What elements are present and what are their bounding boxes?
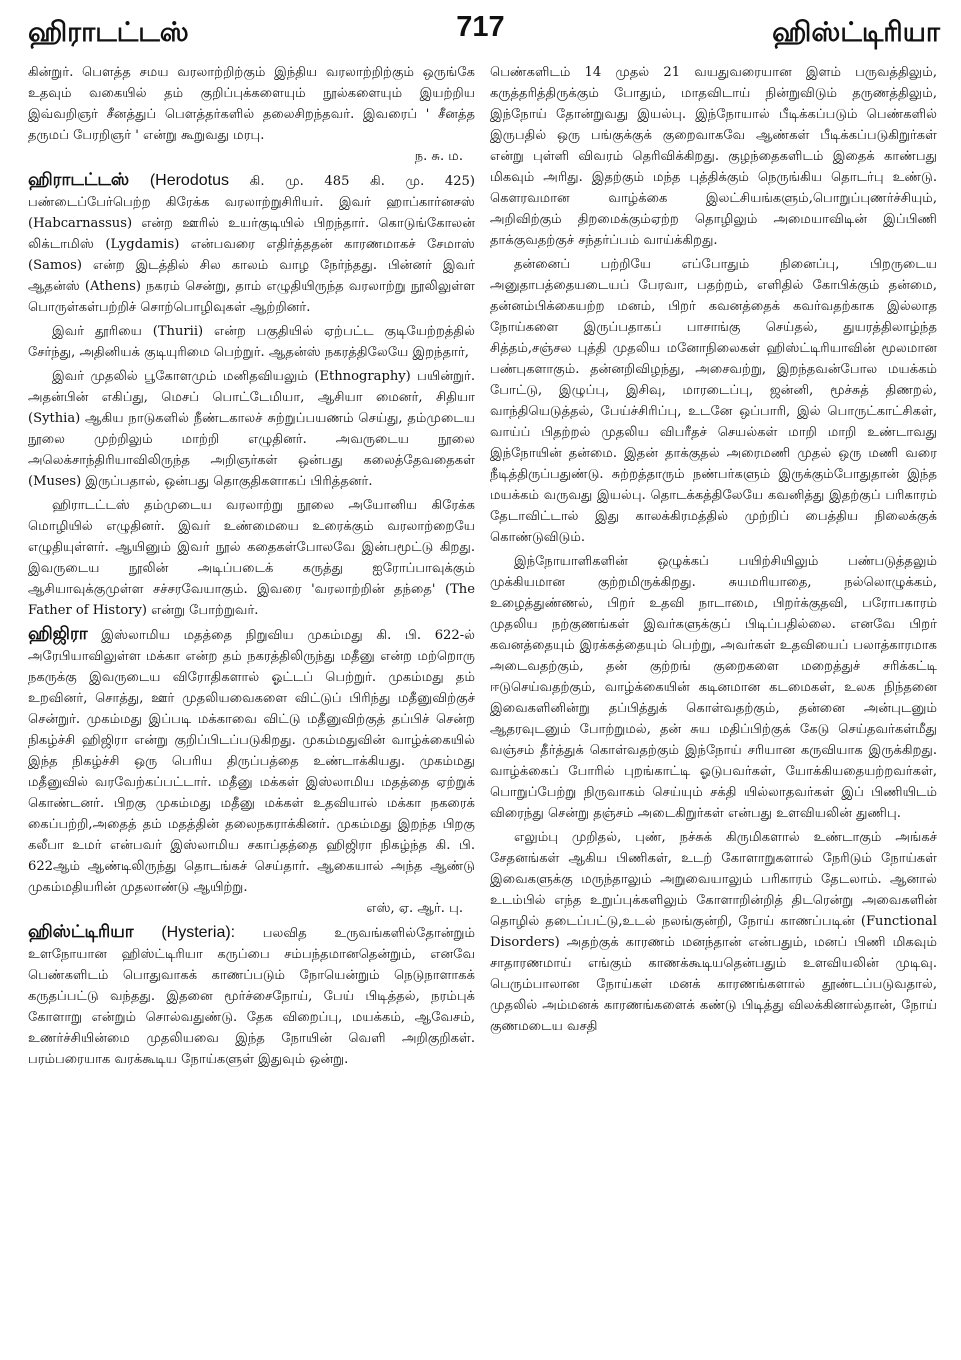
paragraph-text: இஸ்லாமிய மதத்தை நிறுவிய முகம்மது கி. பி. 622-ல் அரேபியாவிலுள்ள மக்கா என்ற தம் நகரத்திலிருந்து மதீனு என்ற மற்றொரு நகருக்கு இவருடைய விரோதிகளால் ஓட்டப் பெற்றுர். முகம்மது தம் உறவினர், சொத்து, ஊர் முதலியவைகளை விட்டுப் பிரிந்து மதீனுவிற்குச் சென்றுர். முகம்மது இப்படி மக்காவை விட்டு மதீனுவிற்குத் தப்பிச் சென்ற நிகழ்ச்சி ஹிஜிரா என்று குறிப்பிடப்படுகிறது. முகம்மதுவின் வாழ்க்கையில் இந்த நிகழ்ச்சி ஒரு பெரிய திருப்பத்தை உண்டாக்கியது. முகம்மது மதீனுவில் வரவேற்கப்பட்டார். மதீனு மக்கள் இஸ்லாமிய மதத்தை ஏற்றுக் கொண்டனர். பிறகு முகம்மது மதீனு மக்கள் உதவியால் மக்கா நகரைக் கைப்பற்றி,அதைத் தம் மதத்தின் தலைநகராக்கினர். முகம்மது இறந்த பிறகு கலீபா உமர் என்பவர் இஸ்லாமிய சகாப்தத்தை ஹிஜிரா நிகழ்ந்த கி. பி. 622ஆம் ஆண்டிலிருந்து தொடங்கச் செய்தார். ஆகையால் அந்த ஆண்டு முகம்மதியரின் முதலாண்டு ஆயிற்று. <box>28 628 475 895</box>
paragraph-text: கி. மு. 485 கி. மு. 425) பண்டைப்பேர்பெற்ற கிரேக்க வரலாற்றுசிரியர். இவர் ஹாப்கார்னசஸ் (Habcarnassus) என்ற ஊரில் உயர்குடியில் பிறந்தார். கொடுங்கோலன் லிக்டாமிஸ் (Lygdamis) என்பவரை எதிர்த்ததன் காரணமாகச் சேமாஸ் (Samos) என்ற இடத்தில் சில காலம் வாழ நேர்ந்தது. பின்னர் இவர் ஆதன்ஸ் (Athens) நகரம் சென்று, தாம் எழுதியிருந்த வரலாற்று நூலிலுள்ள பொருள்கள்பற்றிச் சொற்பொழிவுகள் ஆற்றினர். <box>28 174 475 315</box>
author-initials: ந. சு. ம. <box>414 149 463 164</box>
paragraph: எலும்பு முறிதல், புண், நச்சுக் கிருமிகளால் உண்டாகும் அங்கச் சேதனங்கள் ஆகிய பிணிகள், உடற் கோளாறுகளால் நேரிடும் நோய்கள் இவைகளுக்கு மருந்தாலும் அறுவையாலும் பரிகாரம் தேடலாம். ஆனால் உடம்பில் எந்த உறுப்புக்களிலும் கோளாறின்றித் திடரென்று அவைகளின் தொழில் தடைப்பட்டு,உடல் நலங்குன்றி, நோய் காணப்படின் (Functional Disorders) அதற்குக் காரணம் மனந்தான் என்பதும், மனப் பிணி மிகவும் சாதாரணமாய் எங்கும் காணக்கூடியதென்பதும் உளவியலின் முடிவு. பெரும்பாலான நோய்கள் மனக் காரணங்களால் தூண்டப்படுவதால், முதலில் அம்மனக் காரணங்களைக் கண்டு பிடித்து விலக்கினால்தான், நோய் குணமடைய வசதி <box>490 830 937 1034</box>
paragraph-text: கின்றுர். பௌத்த சமய வரலாற்றிற்கும் இந்திய வரலாற்றிற்கும் ஒருங்கே உதவும் வகையில் தம் குறிப்புக்களையும் நூல்களையும் இயற்றிய இவ்வறிஞர் சீனத்துப் பௌத்தர்களில் தலைசிறந்தவர். இவரைப் ' சீனத்த தருமப் பேரறிஞர் ' என்று கூறுவது மரபு. <box>28 65 475 143</box>
header-left-guide-word: ஹிராடட்டஸ் <box>28 17 189 48</box>
entry-hysteria <box>28 922 475 1070</box>
paragraph: இவர் முதலில் பூகோளமும் மனிதவியலும் (Ethnography) பயின்றுர். அதன்பின் எகிப்து, மெசப் பொட்டேமியா, ஆசியா மைனர், சிதியா (Sythia) ஆகிய நாடுகளில் நீண்டகாலச் சுற்றுப்பயணம் செய்து, தம்முடைய நூலை முற்றிலும் மாற்றி எழுதினர். அவருடைய நூலை அலெக்சாந்திரியாவிலிருந்த அறிஞர்கள் ஒன்பது கலைத்தேவதைகள் (Muses) இருப்பதால், ஒன்பது தொகுதிகளாகப் பிரித்தனர். <box>28 369 475 489</box>
page-header <box>28 6 940 50</box>
paragraph-text: பலவித உருவங்களில்தோன்றும் உளநோயான ஹிஸ்ட்டிரியா கருப்பை சம்பந்தமானதென்றும், எனவே பெண்களிடம் பொதுவாகக் காணப்படும் நோயென்றும் நெடுநாளாகக் கருதப்பட்டு வந்தது. இதனை மூர்ச்சைநோய், பேய் பிடித்தல், நரம்புக் கோளாறு என்றும் சொல்வதுண்டு. தேக விறைப்பு, மயக்கம், ஆவேசம், உணர்ச்சியின்மை முதலியவை இந்த நோயின் வெளி அறிகுறிகள். பரம்பரையாக வரக்கூடிய நோய்களுள் இதுவும் ஒன்று. <box>28 926 475 1067</box>
entry-latin-name: (Hysteria): <box>161 924 236 941</box>
paragraph: இவர் தூரியை (Thurii) என்ற பகுதியில் ஏற்பட்ட குடியேற்றத்தில் சேர்ந்து, அதினியக் குடியுரிமை பெற்றுர். ஆதன்ஸ் நகரத்திலேயே இறந்தார், <box>28 324 475 360</box>
entry-headword: ஹிராடட்டஸ் <box>28 170 130 190</box>
right-column <box>490 62 937 1354</box>
left-column <box>28 62 475 1354</box>
header-right-guide-word: ஹிஸ்ட்டிரியா <box>772 17 940 48</box>
paragraph: ஹிராடட்டஸ் தம்முடைய வரலாற்று நூலை அயோனிய கிரேக்க மொழியில் எழுதினர். இவர் உண்மையை உரைக்கும் வரலாற்றையே எழுதியுள்ளர். ஆயினும் இவர் நூல் கதைகள்போலவே இன்பமூட்டு கிறது. இவருடைய நூலின் அடிப்படைக் கருத்து ஐரோப்பாவுக்கும் ஆசியாவுக்குமுள்ள சச்சரவேயாகும். இவரை 'வரலாற்றின் தந்தை' (The Father of History) என்று போற்றுவர். <box>28 498 475 618</box>
page-number: 717 <box>456 11 505 43</box>
entry-headword: ஹிஸ்ட்டிரியா <box>28 922 134 942</box>
paragraph: தன்னைப் பற்றியே எப்போதும் நினைப்பு, பிறருடைய அனுதாபத்தையடையப் பேரவா, பதற்றம், எளிதில் கோபிக்கும் தன்மை, தன்னம்பிக்கையற்ற மனம், பிறர் கவனத்தைக் கவர்வதற்காக இல்லாத நோய்களை இருப்பதாகப் பாசாங்கு செய்தல், துயரத்திலாழ்ந்த சித்தம்,சஞ்சல புத்தி முதலிய மனோநிலைகள் ஹிஸ்ட்டிரியாவின் மூலமான பண்புகளாகும். தன்னறிவிழந்து, அசைவற்று, இறந்தவன்போல மயக்கம் போட்டு, இழுப்பு, இசிவு, மாரடைப்பு, ஜன்னி, மூச்சுத் திணறல், வாந்தியெடுத்தல், பேய்ச்சிரிப்பு, உடனே ஒப்பாரி, இல் பொருட்காட்சிகள், வாய்ப் பிதற்றல் முதலிய விபரீதச் செயல்கள் மாறி மாறி உண்டாவது இந்நோயின் தன்மை. இதன் தாக்குதல் அரைமணி முதல் ஒரு மணி வரை நீடித்திருப்பதுண்டு. சுற்றத்தாரும் நண்பர்களும் இருக்கும்போதுதான் இந்த மயக்கம் வருவது இயல்பு. தொடக்கத்திலேயே கவனித்து இதற்குப் பரிகாரம் தேடாவிட்டால் இது காலக்கிரமத்தில் முற்றிப் பைத்திய நிலைக்குக் கொண்டுவிடும். <box>490 257 937 545</box>
paragraph: இந்நோயாளிகளின் ஒழுக்கப் பயிற்சியிலும் பண்படுத்தலும் முக்கியமான குற்றமிருக்கிறது. சுயமரியாதை, நல்லொழுக்கம், உழைத்துண்ணல், பிறர் உதவி நாடாமை, பிறர்க்குதவி, பரோபகாரம் முதலிய நற்குணங்கள் இவர்களுக்குப் பிடிப்பதில்லை. எனவே பிறர் கவனத்தையும் இரக்கத்தையும் பெற்று, அவர்கள் உதவியைப் பலாத்காரமாக அடைவதற்கும், தன் குற்றங் குறைகளை மறைத்துச் சரிக்கட்டி ஈடுசெய்வதற்கும், வாழ்க்கையின் கடினமான கடமைகள், உலக நிந்தனை இவைகளினின்று தப்பித்துக் கொள்வதற்கும், தன்னை அன்புடனும் ஆதரவுடனும் போற்றுமல், தன் சுய மதிப்பிற்குக் கேடு செய்தவர்கள்மீது வஞ்சம் தீர்த்துக் கொள்வதற்கும் இந்நோய் சரியான கருவியாக இருக்கிறது. வாழ்க்கைப் போரில் புறங்காட்டி ஓடுபவர்கள், யோக்கியதையற்றவர்கள், பொறுப்பேற்று நிருவாகம் செய்யும் சக்தி யில்லாதவர்கள் இப் பிணியிடம் விரைந்து சென்று தஞ்சம் அடைகிறுர்கள் என்பது உளவியலின் துணிபு. <box>490 554 937 821</box>
entry-hijra <box>28 624 475 919</box>
author-initials: எஸ், ஏ. ஆர். பு. <box>366 901 463 916</box>
entry-latin-name: (Herodotus <box>149 172 229 189</box>
paragraph: பெண்களிடம் 14 முதல் 21 வயதுவரையான இளம் பருவத்திலும், கருத்தரித்திருக்கும் போதும், மாதவிடாய் நின்றுவிடும் தருணத்திலும், இந்நோய் தோன்றுவது இயல்பு. இந்நோயால் பீடிக்கப்படும் பெண்களில் இருபதில் ஒரு பங்குக்குக் குறைவாகவே ஆண்கள் பீடிக்கப்படுகிறுர்கள் என்று புள்ளி விவரம் தெரிவிக்கிறது. குழந்தைகளிடம் இதைக் காண்பது மிகவும் அரிது. இதற்கும் மந்த புத்திக்கும் நெருங்கிய தொடர்பு உண்டு. கௌரவமான வாழ்க்கை இலட்சியங்களும்,பொறுப்புணர்ச்சியும், அறிவிற்கும் திறமைக்கும்ஏற்ற தொழிலும் அமையாவிடின் இப்பிணி தாக்குவதற்குச் சந்தர்ப்பம் வாய்க்கிறது. <box>490 65 937 248</box>
continued-paragraph <box>28 62 475 167</box>
entry-herodotus <box>28 170 475 318</box>
entry-headword: ஹிஜிரா <box>28 624 88 644</box>
